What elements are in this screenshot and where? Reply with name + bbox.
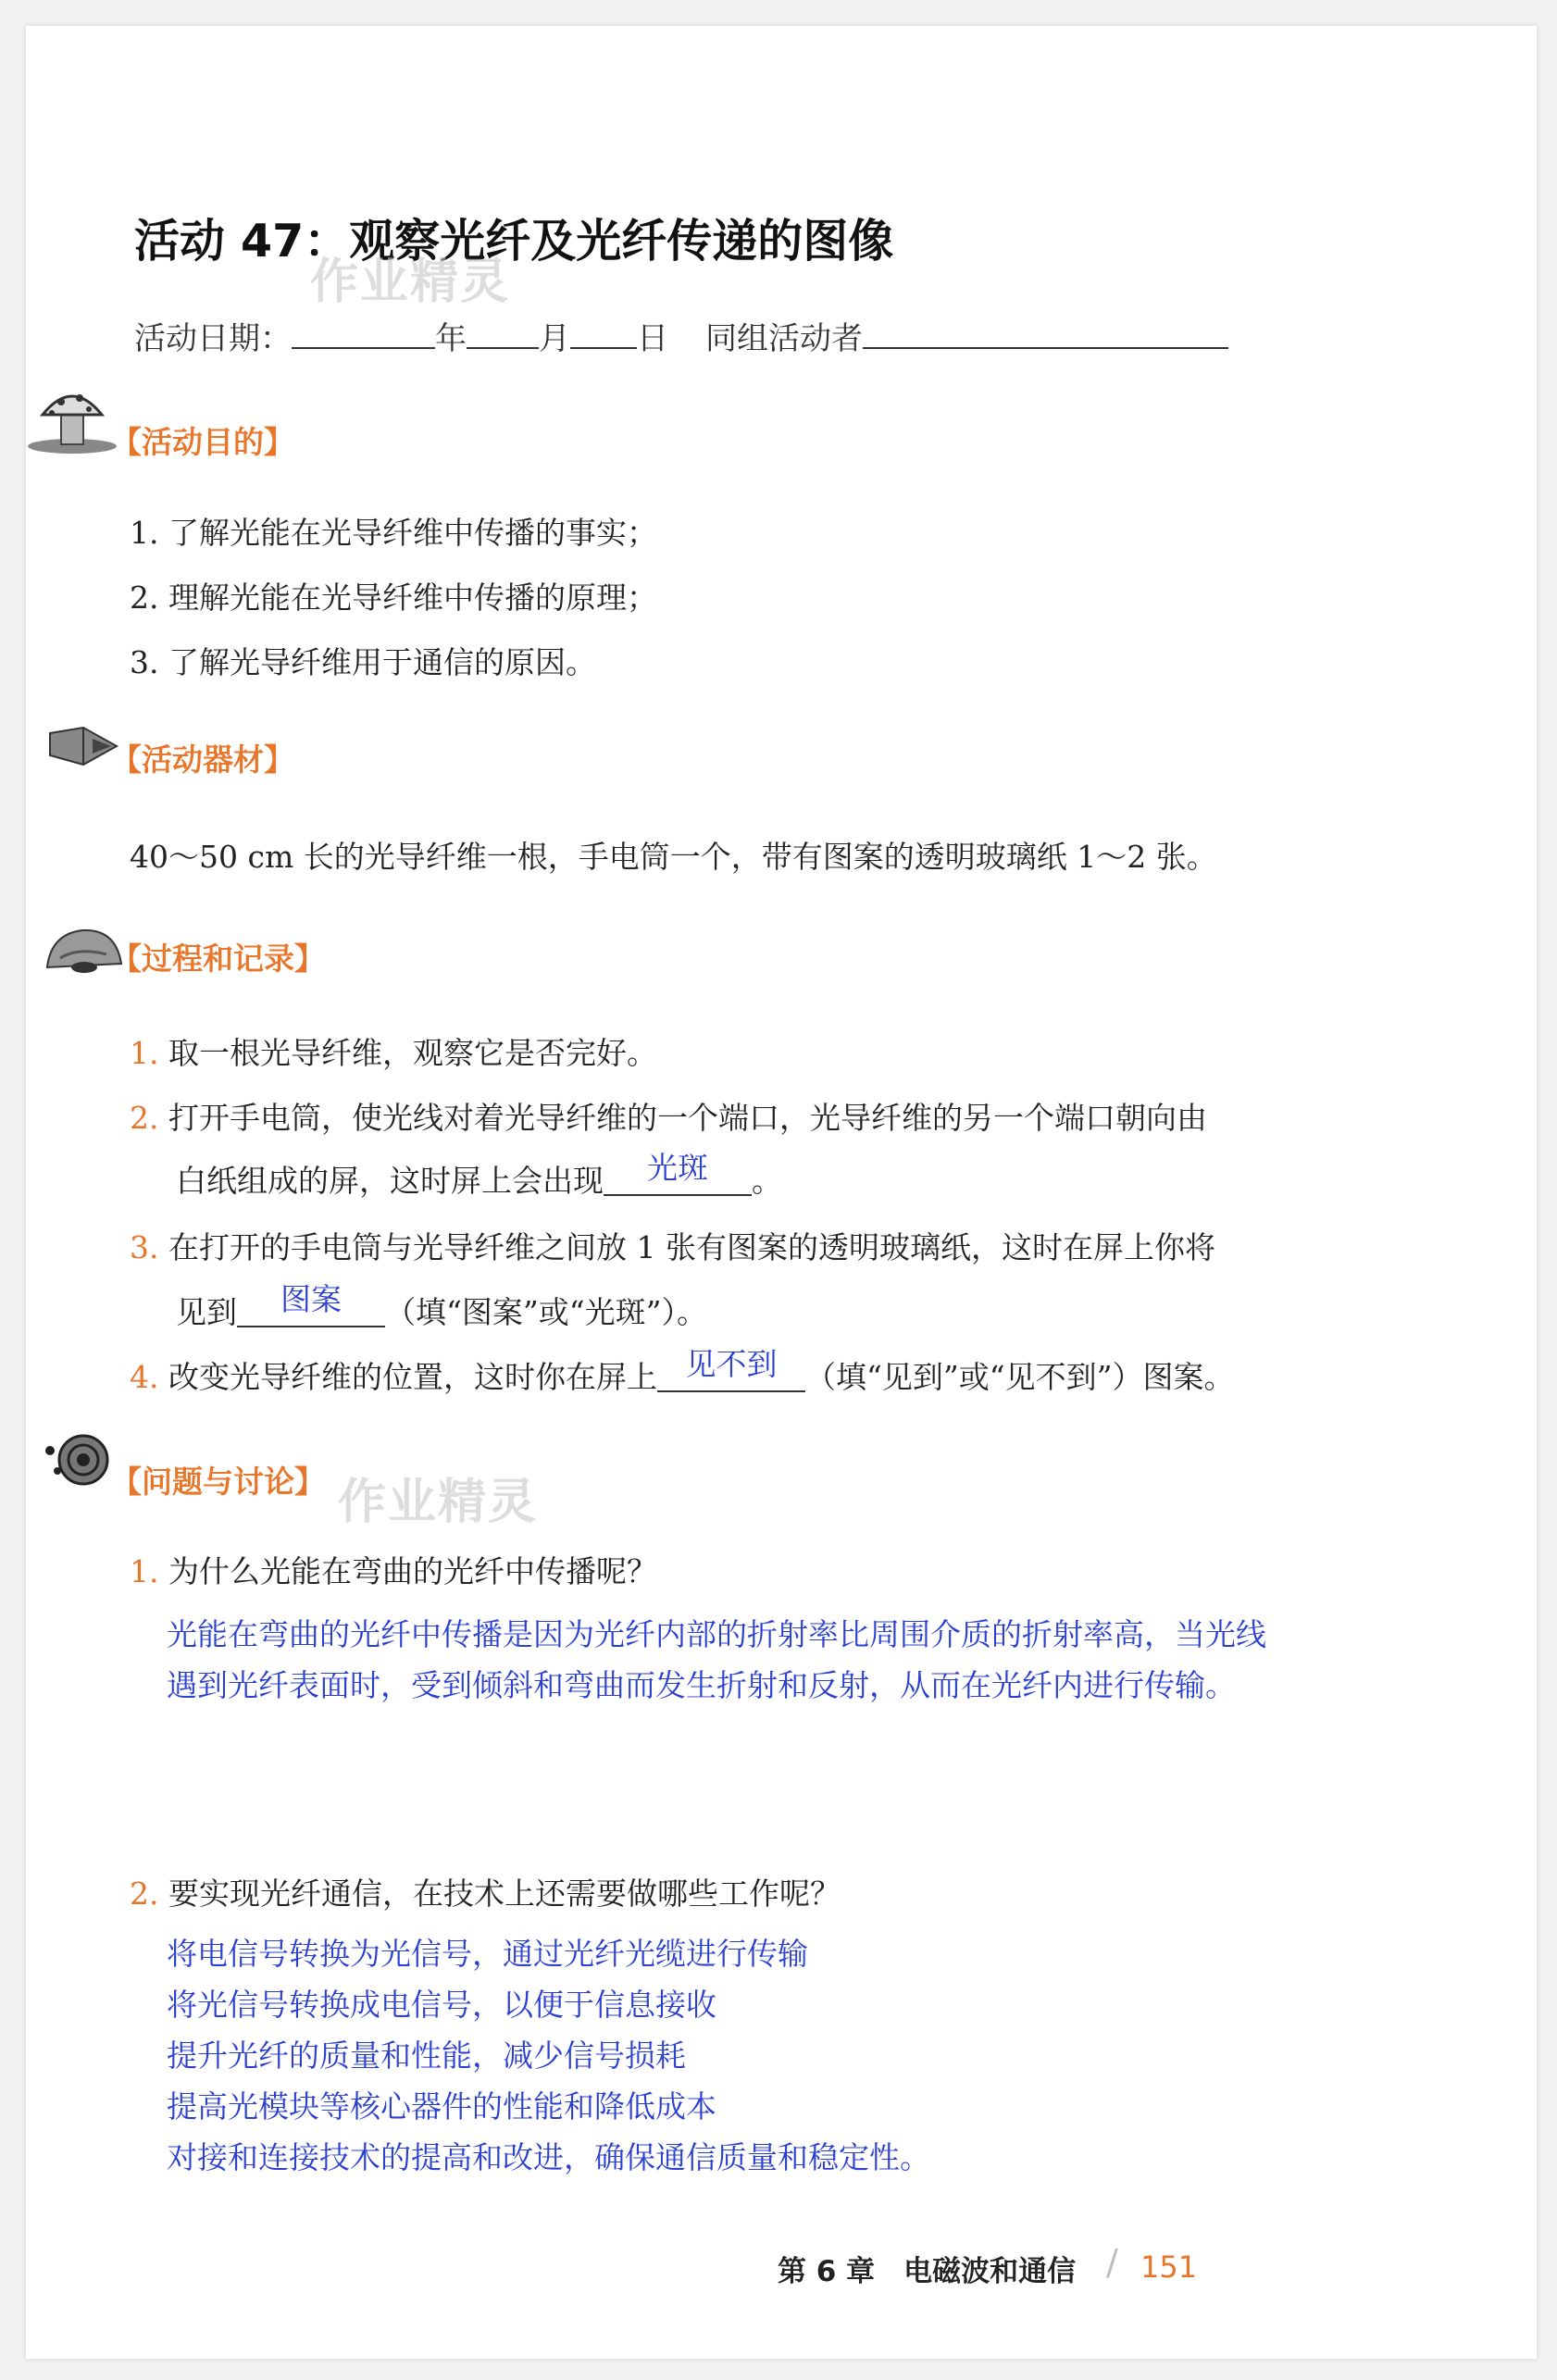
- date-month-blank[interactable]: [467, 319, 539, 349]
- process-item-3-suffix: （填“图案”或“光斑”）。: [385, 1294, 707, 1330]
- process-item-2-number: 2.: [130, 1100, 159, 1136]
- process-item-3: [130, 1224, 1215, 1267]
- process-item-2-line1: 打开手电筒，使光线对着光导纤维的一个端口，光导纤维的另一个端口朝向由: [168, 1100, 1207, 1136]
- answer-blank-1[interactable]: [604, 1150, 752, 1196]
- footer-divider: /: [1106, 2242, 1118, 2283]
- process-item-2-suffix: 。: [752, 1163, 782, 1199]
- day-label: 日: [637, 320, 668, 357]
- section-purpose: 【活动目的】: [111, 424, 294, 460]
- answer-1-line-1: 光能在弯曲的光纤中传播是因为光纤内部的折射率比周围介质的折射率高，当光线: [167, 1616, 1266, 1652]
- activity-meta: [134, 313, 1228, 358]
- purpose-item-2: 2. 理解光能在光导纤维中传播的原理；: [130, 579, 657, 616]
- date-year-blank[interactable]: [292, 319, 435, 349]
- process-item-2-line2: [176, 1150, 782, 1201]
- month-label: 月: [539, 320, 570, 357]
- process-item-4-number: 4.: [130, 1359, 159, 1395]
- process-item-3-number: 3.: [130, 1229, 159, 1265]
- process-item-3-prefix: 见到: [176, 1294, 237, 1330]
- answer-1: 光斑: [647, 1150, 708, 1186]
- page-title: 活动 47：观察光纤及光纤传递的图像: [134, 215, 894, 268]
- question-2: [130, 1870, 841, 1913]
- process-item-4-suffix: （填“见到”或“见不到”）图案。: [805, 1359, 1235, 1395]
- footer-chapter: 第 6 章 电磁波和通信: [778, 2255, 1077, 2288]
- partners-blank[interactable]: [863, 319, 1228, 349]
- process-item-1-text: 取一根光导纤维，观察它是否完好。: [168, 1035, 657, 1071]
- purpose-item-3: 3. 了解光导纤维用于通信的原因。: [130, 644, 596, 680]
- question-2-number: 2.: [130, 1875, 159, 1912]
- date-day-blank[interactable]: [570, 319, 637, 349]
- question-1-text: 为什么光能在弯曲的光纤中传播呢？: [168, 1553, 657, 1589]
- snail-icon: [39, 1430, 118, 1490]
- answer-2-line-5: 对接和连接技术的提高和改进，确保通信质量和稳定性。: [167, 2139, 930, 2175]
- folder-arrow-icon: [46, 724, 120, 775]
- answer-2-line-1: 将电信号转换为光信号，通过光纤光缆进行传输: [167, 1936, 808, 1972]
- year-label: 年: [435, 320, 467, 357]
- process-item-2: [130, 1094, 1207, 1138]
- process-item-2-prefix: 白纸组成的屏，这时屏上会出现: [176, 1163, 604, 1199]
- answer-blank-2[interactable]: [237, 1281, 385, 1327]
- section-materials: 【活动器材】: [111, 741, 294, 778]
- question-1: [130, 1548, 657, 1591]
- answer-blank-3[interactable]: [657, 1346, 805, 1392]
- process-item-3-line2: [176, 1281, 707, 1332]
- process-item-4-prefix: 改变光导纤维的位置，这时你在屏上: [168, 1359, 657, 1395]
- process-item-4: [130, 1346, 1235, 1397]
- answer-1-line-2: 遇到光纤表面时，受到倾斜和弯曲而发生折射和反射，从而在光纤内进行传输。: [167, 1667, 1236, 1703]
- mushroom-icon: [26, 380, 118, 454]
- answer-3: 见不到: [685, 1346, 778, 1382]
- answer-2-line-4: 提高光模块等核心器件的性能和降低成本: [167, 2088, 716, 2125]
- answer-2: 图案: [280, 1281, 342, 1317]
- page-number: 151: [1140, 2249, 1198, 2285]
- process-item-3-line1: 在打开的手电筒与光导纤维之间放 1 张有图案的透明玻璃纸，这时在屏上你将: [168, 1229, 1215, 1265]
- watermark: 作业精灵: [338, 1475, 539, 1530]
- purpose-item-1: 1. 了解光能在光导纤维中传播的事实；: [130, 515, 657, 551]
- process-item-1-number: 1.: [130, 1035, 159, 1071]
- section-process: 【过程和记录】: [111, 941, 325, 977]
- answer-2-line-2: 将光信号转换成电信号，以便于信息接收: [167, 1987, 716, 2023]
- section-discussion: 【问题与讨论】: [111, 1464, 325, 1500]
- watermark: 作业精灵: [310, 255, 511, 310]
- question-2-text: 要实现光纤通信，在技术上还需要做哪些工作呢？: [168, 1875, 841, 1912]
- process-item-1: [130, 1029, 657, 1073]
- partners-label: 同组活动者: [705, 320, 863, 357]
- date-label: 活动日期：: [134, 320, 292, 357]
- question-1-number: 1.: [130, 1553, 159, 1589]
- materials-text: 40～50 cm 长的光导纤维一根，手电筒一个，带有图案的透明玻璃纸 1～2 张。: [130, 839, 1217, 875]
- answer-2-line-3: 提升光纤的质量和性能，减少信号损耗: [167, 2037, 686, 2074]
